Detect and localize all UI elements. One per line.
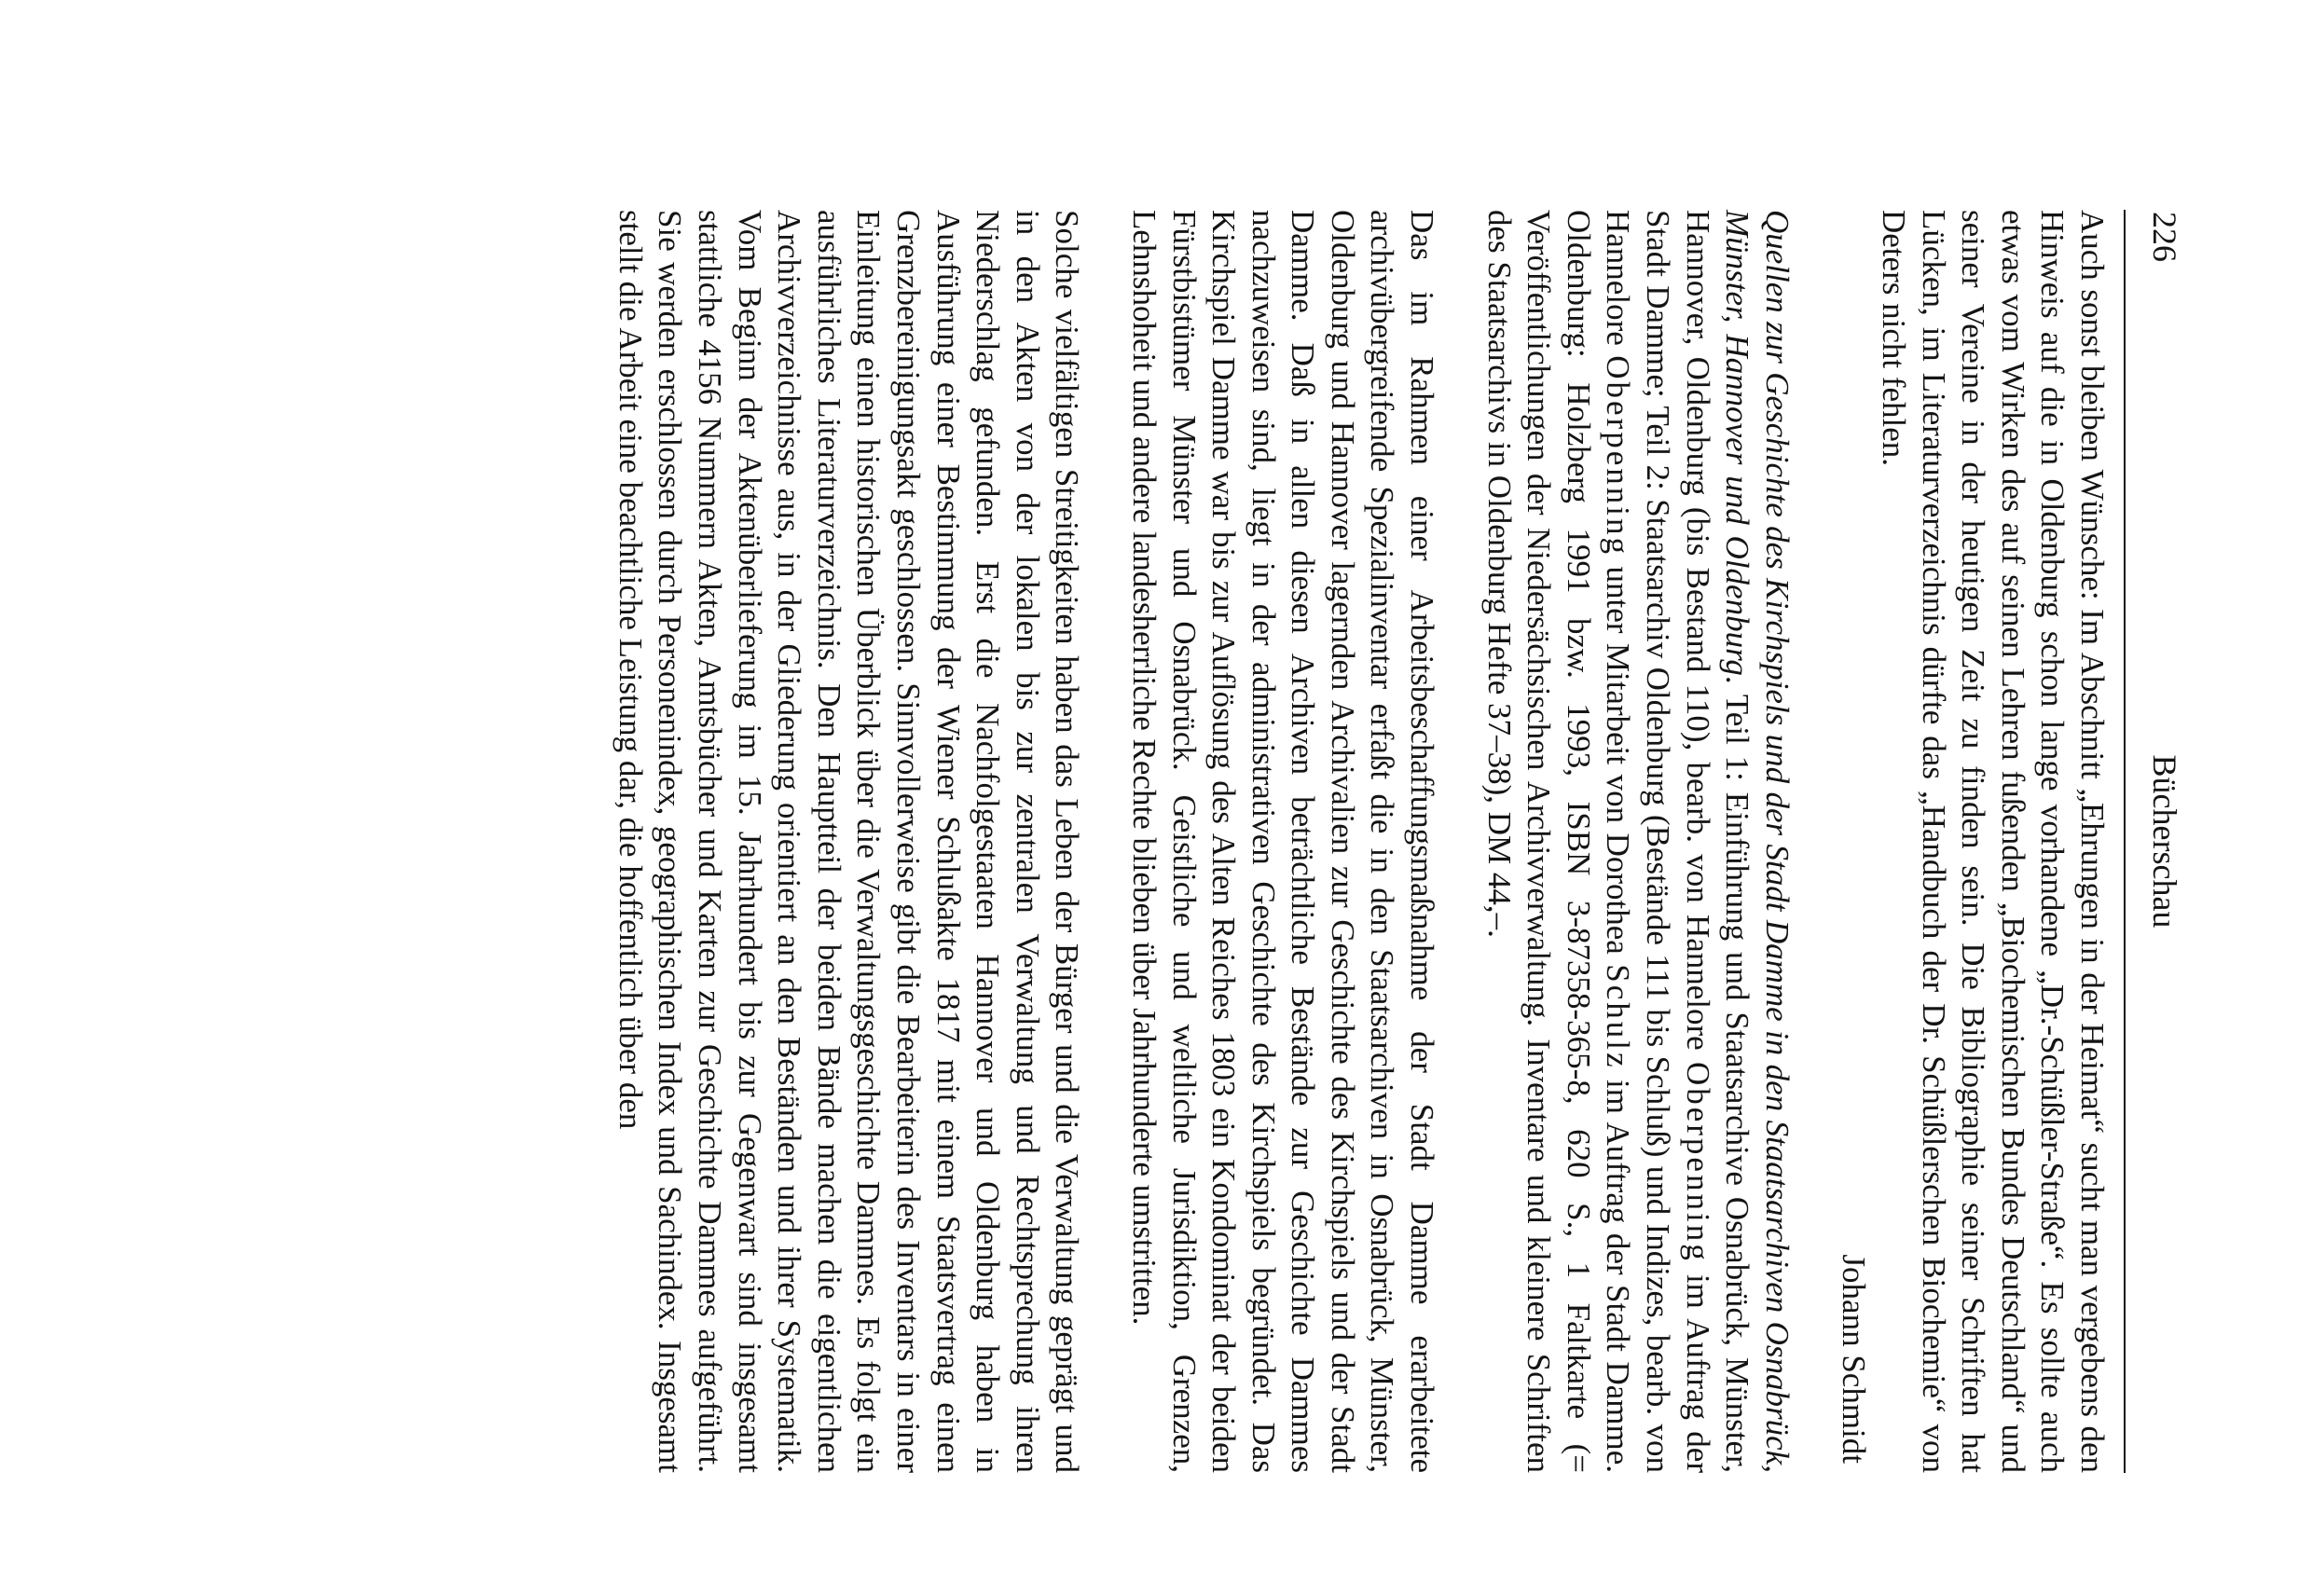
reviewer-signature: Johann Schmidt	[1836, 1254, 1873, 1464]
editor-name: Oberpenning	[1600, 355, 1637, 557]
reference-part-1: . Teil 1: Einführung und Staatsarchive Osnabrück, Münster, Hannover, Oldenburg (bis Bestand 110), bearb. von Hannelore	[1679, 210, 1756, 1473]
editor-name: Oberpenning	[1679, 1061, 1716, 1263]
page-number: 226	[2146, 212, 2183, 262]
reference-part-2: im Auftrag der Stadt Damme; Teil 2: Staatsarchiv Oldenburg (Bestände 111 bis Schluß) und Indizes, bearb. von Hannelore	[1600, 210, 1716, 1473]
review-paragraph: Das im Rahmen einer Arbeitsbeschaffungsmaßnahme der Stadt Damme erarbeitete archivübergreifende Spezialinventar erfaßt die in den Staatsarchiven in Osnabrück, Münster, Oldenburg und Hannover lagernden Archivalien zur Geschichte des Kirchspiels und der Stadt Damme. Daß in allen diesen Archiven beträchtliche Bestände zur Geschichte Dammes nachzuweisen sind, liegt in der administrativen Geschichte des Kirchspiels begründet. Das Kirchspiel Damme war bis zur Auflösung des Alten Reiches 1803 ein Kondominat der beiden Fürstbistümer Münster und Osnabrück. Geistliche und weltliche Jurisdiktion, Grenzen, Lehnshoheit und andere landesherrliche Rechte blieben über Jahrhunderte umstritten.	[1125, 210, 1441, 1473]
bibliographic-reference	[1479, 210, 1796, 1473]
page-body	[610, 210, 2112, 1473]
section-gap	[1086, 210, 1123, 1473]
section-gap	[1441, 210, 1479, 1473]
review-closing-paragraph: Auch sonst bleiben Wünsche: Im Abschnitt „Ehrungen in der Heimat“ sucht man vergebens den Hinweis auf die in Oldenburg schon lange vorhandene „Dr.-Schüßler-Straße“. Es sollte auch etwas vom Wirken des auf seinen Lehren fußenden „Biochemischen Bundes Deutschland“ und seiner Vereine in der heutigen Zeit zu finden sein. Die Bibliographie seiner Schriften hat Lücken, im Literaturverzeichnis dürfte das „Handbuch der Dr. Schüßlerschen Biochemie“ von Deters nicht fehlen.	[1876, 210, 2111, 1473]
section-gap	[1796, 210, 1834, 1473]
collaborator-name: Schulz	[1600, 964, 1637, 1070]
reference-part-3: unter Mitarbeit von Dorothea	[1600, 556, 1637, 965]
review-paragraph: Solche vielfältigen Streitigkeiten haben das Leben der Bürger und die Verwaltung geprägt und in den Akten von der lokalen bis zur zentralen Verwaltung und Rechtsprechung ihren Niederschlag gefunden. Erst die Nachfolgestaaten Hannover und Oldenburg haben in Ausführung einer Bestimmung der Wiener Schlußakte 1817 mit einem Staatsvertrag einen Grenzbereinigungsakt geschlossen. Sinnvollerweise gibt die Bearbeiterin des Inventars in einer Einleitung einen historischen Überblick über die Verwaltungsgeschichte Dammes. Es folgt ein ausführliches Literaturverzeichnis. Den Hauptteil der beiden Bände machen die eigentlichen Archivverzeichnisse aus, in der Gliederung orientiert an den Beständen und ihrer Systematik. Vom Beginn der Aktenüberlieferung im 15. Jahrhundert bis zur Gegenwart sind insgesamt stattliche 4156 Nummern Akten, Amtsbücher und Karten zur Geschichte Dammes aufgeführt. Sie werden erschlossen durch Personenindex, geographischen Index und Sachindex. Insgesamt stellt die Arbeit eine beachtliche Leistung dar, die hoffentlich über den	[612, 210, 1086, 1473]
reference-part-4: im Auftrag der Stadt Damme. Oldenburg: Holzberg 1991 bzw. 1993, ISBN 3-87358-365-8, 620 S., 1 Faltkarte (= Veröffentlichungen der Niedersächsischen Archivverwaltung. Inventare und kleinere Schriften des Staatsarchivs in Oldenburg Hefte 37–38), DM 44,–.	[1480, 210, 1637, 1473]
reference-title: Quellen zur Geschichte des Kirchspiels und der Stadt Damme in den Staatsarchiven Osnabrück, Münster, Hannover und Oldenburg	[1719, 210, 1796, 1473]
running-head: Bücherschau	[2146, 754, 2183, 929]
page-header	[2124, 210, 2191, 1473]
